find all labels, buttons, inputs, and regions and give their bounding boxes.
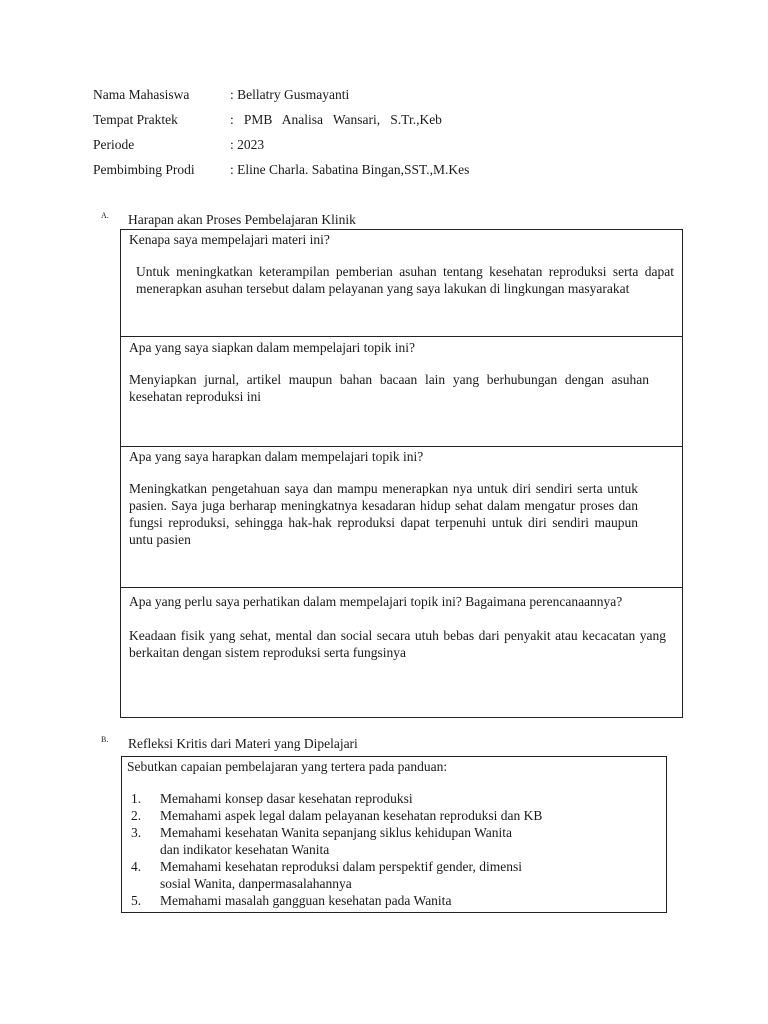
section-b-box — [121, 756, 667, 913]
cell-answer: Menyiapkan jurnal, artikel maupun bahan bacaan lain yang berhubungan dengan asuhan kesehatan reproduksi ini — [129, 372, 649, 404]
table-cell — [121, 588, 682, 719]
cell-answer: Meningkatkan pengetahuan saya dan mampu menerapkan nya untuk diri sendiri serta untuk pasien. Saya juga berharap meningkatnya kesadaran hidup sehat dalam mengatur proses dan fungsi reproduksi, sehingga hak-hak reproduksi dapat terpenuhi untuk diri sendiri maupun untu pasien — [129, 481, 638, 547]
section-b-title: Refleksi Kritis dari Materi yang Dipelajari — [128, 736, 358, 751]
section-a-table — [120, 229, 683, 718]
cell-question: Apa yang saya siapkan dalam mempelajari topik ini? — [129, 340, 416, 355]
outcomes-prompt: Sebutkan capaian pembelajaran yang tertera pada panduan: — [127, 759, 448, 774]
outcomes-list — [131, 790, 542, 909]
section-a-letter: A. — [101, 211, 109, 220]
table-cell — [121, 447, 682, 588]
cell-answer: Untuk meningkatkan keterampilan pemberian asuhan tentang kesehatan reproduksi serta dapat menerapkan asuhan tersebut dalam pelayanan yang saya lakukan di lingkungan masyarakat — [136, 264, 674, 296]
list-item: 2. Memahami aspek legal dalam pelayanan kesehatan reproduksi dan KB — [131, 808, 543, 823]
cell-question: Apa yang saya harapkan dalam mempelajari topik ini? — [129, 449, 424, 464]
section-a-title: Harapan akan Proses Pembelajaran Klinik — [128, 212, 356, 227]
list-item: 4. Memahami kesehatan reproduksi dalam perspektif gender, dimensi sosial Wanita, danpermasalahannya — [131, 859, 522, 891]
section-b-letter: B. — [101, 735, 109, 744]
info-label: Pembimbing Prodi — [93, 162, 195, 177]
table-cell — [121, 230, 682, 337]
list-item: 3. Memahami kesehatan Wanita sepanjang siklus kehidupan Wanita dan indikator kesehatan Wanita — [131, 825, 512, 857]
info-label: Tempat Praktek — [93, 112, 178, 127]
info-label: Periode — [93, 137, 135, 152]
info-value: : PMB Analisa Wansari, S.Tr.,Keb — [230, 112, 442, 127]
cell-answer: Keadaan fisik yang sehat, mental dan social secara utuh bebas dari penyakit atau kecacatan yang berkaitan dengan sistem reproduksi serta fungsinya — [129, 628, 666, 660]
table-cell — [121, 337, 682, 447]
info-label: Nama Mahasiswa — [93, 87, 190, 102]
list-item: 1. Memahami konsep dasar kesehatan reproduksi — [131, 791, 413, 806]
list-item: 5. Memahami masalah gangguan kesehatan pada Wanita — [131, 893, 452, 908]
cell-question: Kenapa saya mempelajari materi ini? — [129, 232, 330, 247]
info-value: : Bellatry Gusmayanti — [230, 87, 350, 102]
cell-question: Apa yang perlu saya perhatikan dalam mempelajari topik ini? Bagaimana perencanaannya? — [129, 594, 623, 609]
info-value: : 2023 — [230, 137, 265, 152]
info-value: : Eline Charla. Sabatina Bingan,SST.,M.Kes — [230, 162, 470, 177]
